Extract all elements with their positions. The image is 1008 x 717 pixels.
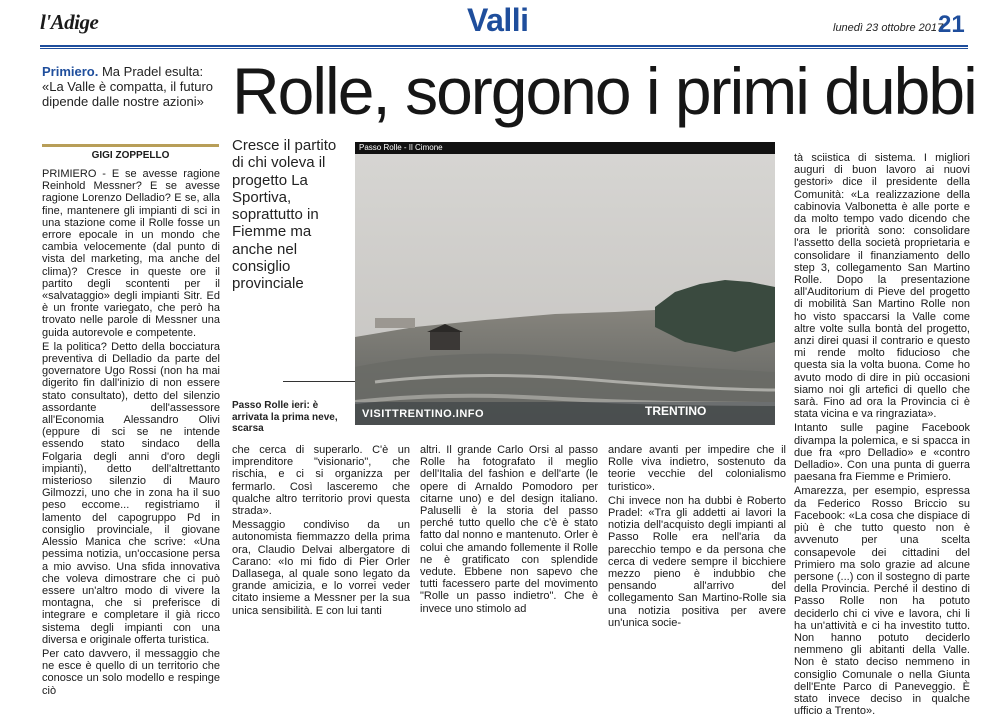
kicker — [42, 64, 227, 109]
caption-pointer-line — [283, 381, 355, 382]
header-rule — [40, 45, 968, 47]
landscape-illustration — [355, 142, 775, 425]
paragraph: Chi invece non ha dubbi è Roberto Pradel: «Tra gli addetti ai lavori la notizia dell'acquisto degli impianti al Passo Rolle era nell'aria da parecchio tempo e da persona che cerca di vedere sempre il bicchiere mezzo pieno è indubbio che pensando all'arrivo del collegamento San Martino-Rolle sia una notizia positiva per avere un'unica socie- — [608, 494, 786, 629]
author-rule — [42, 144, 219, 147]
article-photo — [355, 142, 775, 425]
article-column-2 — [232, 444, 410, 617]
paragraph: Intanto sulle pagine Facebook divampa la polemica, e si spacca in due fra «pro Delladio» e «contro Delladio». Con una punta di guerra paesana fra Fiemme e Primiero. — [794, 422, 970, 484]
paragraph: che cerca di superarlo. C'è un imprenditore "visionario", che rischia, e ci si organizza per fermarlo. Così lasceremo che qualche altro territorio provi questa strada». — [232, 444, 410, 518]
header-rule-thin — [40, 48, 968, 49]
trentino-logo: TRENTINO — [645, 404, 707, 418]
kicker-place: Primiero. — [42, 64, 99, 79]
subheadline: Cresce il partito di chi voleva il progetto La Sportiva, soprattutto in Fiemme ma anche nel consiglio provinciale — [232, 137, 337, 293]
paragraph: Amarezza, per esempio, espressa da Federico Rosso Briccio su Facebook: «La cosa che dispiace di più è che tutto questo non è avvenuto per una scelta consapevole dei cittadini del Primiero ma solo grazie ad alcune persone (...) con il sostegno di parte della Provincia. Perché il destino di Passo Rolle non ha potuto deciderlo chi ci vive e lavora, chi li ha un'attività e ci ha investito tutto. Non hanno potuto deciderlo nemmeno gli abitanti della Valle. Non è stato deciso nemmeno in consiglio Comunale o nella Giunta dell'Ente Parco di Paneveggio. È stato invece deciso in qualche ufficio a Trento». — [794, 485, 970, 717]
paragraph: andare avanti per impedire che il Rolle viva indietro, sostenuto da teorie vecchie del colonialismo turistico». — [608, 444, 786, 493]
kicker-text: Ma Pradel esulta: «La Valle è compatta, il futuro dipende dalle nostre azioni» — [42, 64, 214, 109]
issue-date: lunedì 23 ottobre 2017 — [833, 22, 944, 34]
paragraph: Per cato davvero, il messaggio che ne esce è quello di un territorio che conosce un solo modello e respinge ciò — [42, 647, 220, 697]
photo-caption: Passo Rolle ieri: è arrivata la prima neve, scarsa — [232, 400, 338, 434]
author-byline: GIGI ZOPPELLO — [91, 150, 170, 161]
photo-watermark-url: VISITTRENTINO.INFO — [362, 408, 485, 420]
paragraph: PRIMIERO - E se avesse ragione Reinhold Messner? E se avesse ragione Lorenzo Delladio? E se, alla fine, mantenere gli impianti di sci in una stazione come il Rolle fosse un errore epocale in un mondo che cambia velocemente (dal punto di vista del marketing, ma anche del clima)? Cresce in queste ore il partito degli scontenti per il «salvataggio» degli impianti Sitr. Ed è un fronte variegato, che però ha trovato nelle parole di Messner una guida autorevole e competente. — [42, 168, 220, 339]
paragraph: E la politica? Detto della bocciatura preventiva di Delladio da parte del governatore Ugo Rossi (non ha mai digerito fin dall'inizio di non essere stato consultato), detto del silenzio assordante dell'assessore all'Economia Alessandro Olivi (eppure di sci se ne intende essendo stato sindaco della Folgaria degli anni d'oro degli impianti), detto dell'altrettanto misterioso silenzio di Mauro Gilmozzi, uno che in zona ha il suo peso eccome... registriamo il lamento del capogruppo Pd in consiglio provinciale, il giovane Alessio Manica che scrive: «Una pessima notizia, un'occasione persa a mio avviso. Una sfida innovativa che voleva dimostrare che ci può essere un'altro modo di vivere la montagna, che si preferisce di integrare e completare il già ricco sistema degli impianti con una diversa e originale offerta turistica. — [42, 340, 220, 646]
section-title: Valli — [467, 2, 529, 38]
paragraph: Messaggio condiviso da un autonomista fiemmazzo della prima ora, Claudio Delvai albergatore di Carano: «Io mi fido di Pier Orler Dallasega, al quale sono legato da grande amicizia, e lo vorrei veder citato insieme a Messner per la sua unica sensibilità. E con lui tanti — [232, 519, 410, 617]
article-column-3 — [420, 444, 598, 614]
article-column-5 — [794, 152, 970, 717]
headline: Rolle, sorgono i primi dubbi — [232, 54, 976, 128]
paragraph: altri. Il grande Carlo Orsi al passo Rolle ha fotografato il meglio dell'Italia del fashion e dell'arte (le opere di Arnaldo Pomodoro per citarne uno) e del design italiano. Paluselli è la storia del passo perché tutto quello che c'è è stato fatto dal nonno e mantenuto. Orler è colui che amando follemente il Rolle ne è gratificato con splendide vedute. Ebbene non sapevo che tutti facessero parte del movimento "Rolle un passo indietro". Che è invece uno stimolo ad — [420, 444, 598, 615]
photo-title: Passo Rolle - Il Cimone — [359, 143, 443, 152]
paragraph: tà sciistica di sistema. I migliori auguri di buon lavoro ai nuovi gestori» dice il presidente della Comunità: «La realizzazione della cabinovia Valbonetta è alle porte e da molto tempo vado dicendo che ora le priorità sono: consolidare l'assetto della società proprietaria e consolidare il finanziamento dello step 3, collegamento San Martino Rolle. Dopo la presentazione all'Auditorium di Pieve del progetto di mobilità San Martino Rolle non ho visto spaccarsi la Valle come altre volte sulla bontà del progetto, anzi direi quasi il contrario e questo mi rende molto fiducioso che questa sia la volta buona. Come ho avuto modo di dire in più occasioni siamo noi gli artefici di quello che sarà. Fino ad ora la Provincia ci è stata vicina e va ringraziata». — [794, 152, 970, 421]
masthead-name: l'Adige — [40, 10, 99, 34]
page-number: 21 — [938, 11, 965, 38]
article-column-4 — [608, 444, 786, 629]
article-column-1 — [42, 168, 220, 697]
